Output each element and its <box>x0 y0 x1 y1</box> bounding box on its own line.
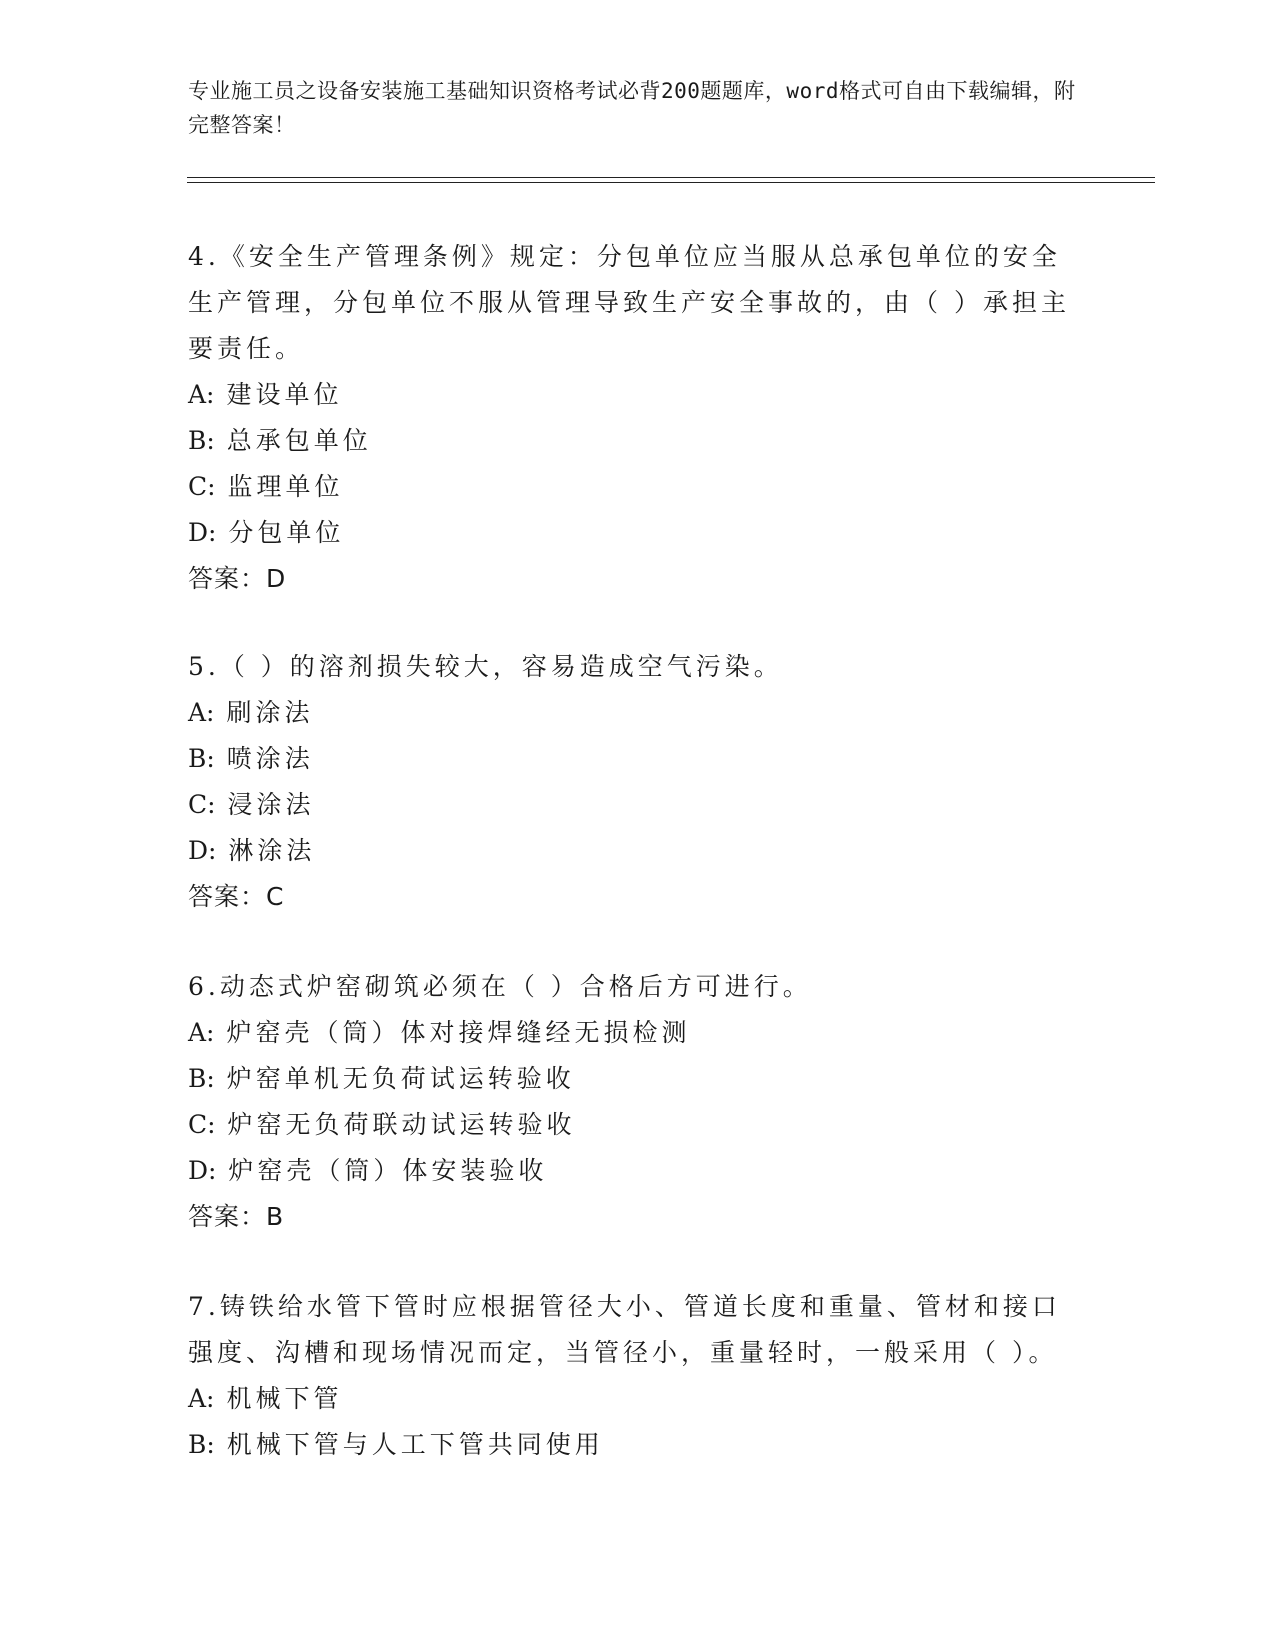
option-letter: C: <box>188 1110 216 1139</box>
option-text: 建设单位 <box>226 380 343 409</box>
option-text: 喷涂法 <box>226 744 314 773</box>
header-divider-top <box>187 177 1155 178</box>
answer-line: 答案：C <box>188 882 285 911</box>
option-c <box>188 1102 1088 1148</box>
option-letter: A: <box>188 698 215 727</box>
question-4 <box>188 234 1088 602</box>
question-5 <box>188 644 1088 920</box>
option-b <box>188 418 1088 464</box>
option-letter: B: <box>188 744 215 773</box>
option-letter: D: <box>188 518 217 547</box>
option-letter: B: <box>188 1064 215 1093</box>
option-letter: D: <box>188 836 217 865</box>
option-text: 炉窑壳（筒）体安装验收 <box>228 1156 548 1185</box>
option-letter: A: <box>188 1384 215 1413</box>
option-text: 机械下管 <box>226 1384 343 1413</box>
option-d <box>188 1148 1088 1194</box>
question-stem: 4.《安全生产管理条例》规定：分包单位应当服从总承包单位的安全生产管理，分包单位不服从管理导致生产安全事故的，由（ ）承担主要责任。 <box>188 242 1070 363</box>
option-text: 刷涂法 <box>226 698 314 727</box>
document-header: 专业施工员之设备安装施工基础知识资格考试必背200题题库，word格式可自由下载编辑，附完整答案！ <box>188 79 1076 137</box>
option-text: 总承包单位 <box>226 426 372 455</box>
option-b <box>188 736 1088 782</box>
option-letter: B: <box>188 426 215 455</box>
question-stem: 7.铸铁给水管下管时应根据管径大小、管道长度和重量、管材和接口强度、沟槽和现场情况而定，当管径小，重量轻时，一般采用（ ）。 <box>188 1292 1061 1367</box>
option-letter: A: <box>188 1018 215 1047</box>
option-text: 炉窑无负荷联动试运转验收 <box>227 1110 576 1139</box>
option-c <box>188 782 1088 828</box>
option-letter: B: <box>188 1430 215 1459</box>
option-text: 分包单位 <box>228 518 345 547</box>
option-letter: C: <box>188 790 216 819</box>
question-stem: 5.（ ）的溶剂损失较大，容易造成空气污染。 <box>188 652 783 681</box>
option-d <box>188 510 1088 556</box>
option-a <box>188 1010 1088 1056</box>
question-7 <box>188 1284 1088 1468</box>
option-letter: A: <box>188 380 215 409</box>
option-text: 炉窑壳（筒）体对接焊缝经无损检测 <box>226 1018 691 1047</box>
option-text: 机械下管与人工下管共同使用 <box>226 1430 604 1459</box>
option-text: 浸涂法 <box>227 790 315 819</box>
header-divider-bottom <box>187 182 1155 183</box>
option-b <box>188 1422 1088 1468</box>
option-d <box>188 828 1088 874</box>
question-6 <box>188 964 1088 1240</box>
option-a <box>188 1376 1088 1422</box>
answer-line: 答案：D <box>188 564 287 593</box>
option-text: 监理单位 <box>227 472 344 501</box>
option-text: 炉窑单机无负荷试运转验收 <box>226 1064 575 1093</box>
option-a <box>188 372 1088 418</box>
option-letter: D: <box>188 1156 217 1185</box>
answer-line: 答案：B <box>188 1202 285 1231</box>
option-c <box>188 464 1088 510</box>
option-text: 淋涂法 <box>228 836 316 865</box>
option-letter: C: <box>188 472 216 501</box>
option-a <box>188 690 1088 736</box>
question-stem: 6.动态式炉窑砌筑必须在（ ）合格后方可进行。 <box>188 972 812 1001</box>
option-b <box>188 1056 1088 1102</box>
